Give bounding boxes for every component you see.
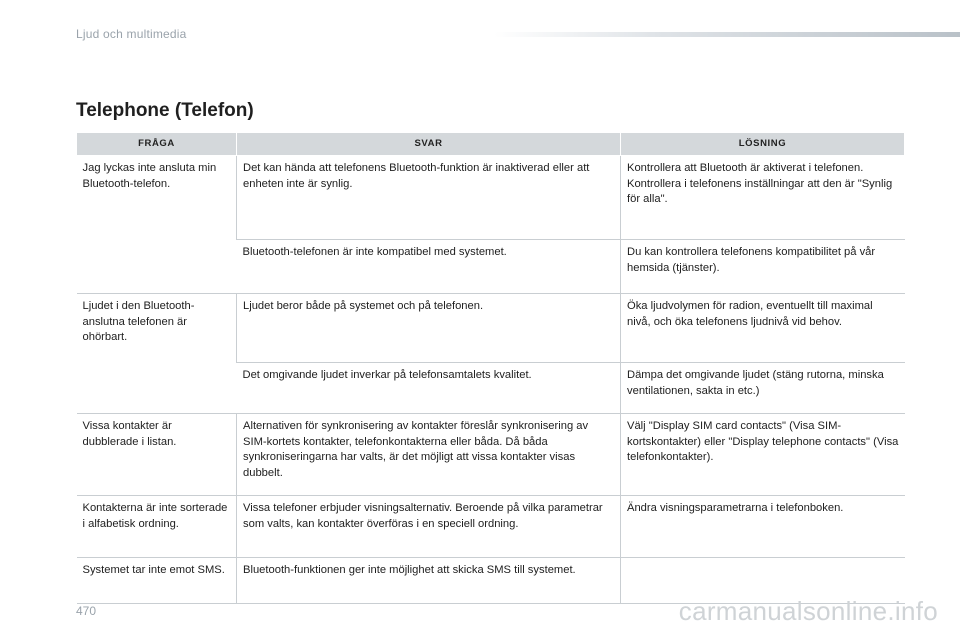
answer-cell: Bluetooth-telefonen är inte kompatibel med systemet.	[237, 240, 621, 294]
answer-cell: Vissa telefoner erbjuder visningsalternativ. Beroende på vilka parametrar som valts, kan kontakter överföras i en speciell ordning.	[237, 496, 621, 558]
answer-cell: Det kan hända att telefonens Bluetooth-funktion är inaktiverad eller att enheten inte är synlig.	[237, 156, 621, 240]
solution-cell: Ändra visningsparametrarna i telefonboken.	[621, 496, 905, 558]
column-header-question: FRÅGA	[77, 133, 237, 156]
column-header-answer: SVAR	[237, 133, 621, 156]
answer-cell: Bluetooth-funktionen ger inte möjlighet att skicka SMS till systemet.	[237, 558, 621, 604]
question-cell: Jag lyckas inte ansluta min Bluetooth-telefon.	[77, 156, 237, 294]
table-header-row	[77, 133, 905, 156]
header-divider	[494, 32, 960, 37]
troubleshooting-table	[76, 132, 905, 604]
solution-cell: Välj "Display SIM card contacts" (Visa SIM-kortskontakter) eller "Display telephone contacts" (Visa telefonkontakter).	[621, 414, 905, 496]
table-row	[77, 294, 905, 363]
section-header: Ljud och multimedia	[76, 27, 187, 41]
page-number: 470	[76, 604, 97, 618]
watermark: carmanualsonline.info	[678, 596, 938, 626]
question-cell: Systemet tar inte emot SMS.	[77, 558, 237, 604]
question-cell: Ljudet i den Bluetooth-anslutna telefonen är ohörbart.	[77, 294, 237, 414]
page-title: Telephone (Telefon)	[76, 100, 254, 121]
answer-cell: Det omgivande ljudet inverkar på telefonsamtalets kvalitet.	[237, 363, 621, 414]
table-row	[77, 496, 905, 558]
question-cell: Kontakterna är inte sorterade i alfabetisk ordning.	[77, 496, 237, 558]
column-header-solution: LÖSNING	[621, 133, 905, 156]
table-row	[77, 156, 905, 240]
solution-cell: Öka ljudvolymen för radion, eventuellt till maximal nivå, och öka telefonens ljudnivå vid behov.	[621, 294, 905, 363]
solution-cell: Kontrollera att Bluetooth är aktiverat i telefonen. Kontrollera i telefonens inställningar att den är "Synlig för alla".	[621, 156, 905, 240]
question-cell: Vissa kontakter är dubblerade i listan.	[77, 414, 237, 496]
solution-cell: Du kan kontrollera telefonens kompatibilitet på vår hemsida (tjänster).	[621, 240, 905, 294]
answer-cell: Ljudet beror både på systemet och på telefonen.	[237, 294, 621, 363]
solution-cell: Dämpa det omgivande ljudet (stäng rutorna, minska ventilationen, sakta in etc.)	[621, 363, 905, 414]
answer-cell: Alternativen för synkronisering av kontakter föreslår synkronisering av SIM-kortets kontakter, telefonkontakterna eller båda. Då båda synkroniseringarna har valts, är det möjligt att vissa kontakter visas dubbelt.	[237, 414, 621, 496]
table-row	[77, 414, 905, 496]
